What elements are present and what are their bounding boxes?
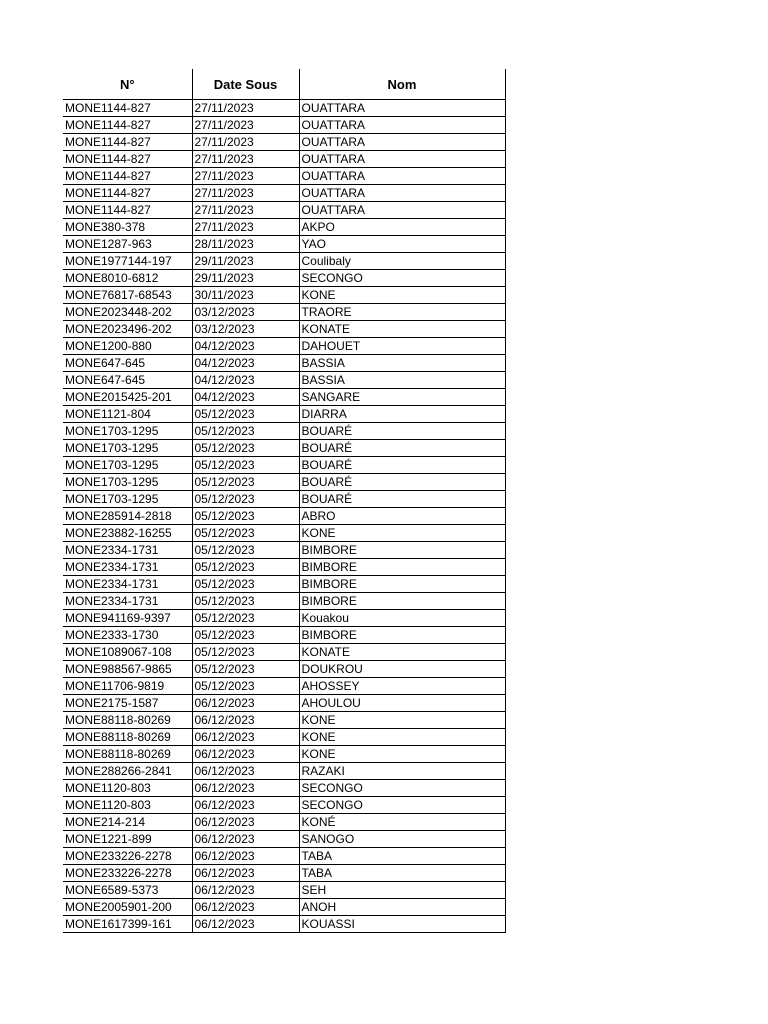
- cell-name: RAZAKI: [299, 763, 505, 780]
- cell-name: AHOULOU: [299, 695, 505, 712]
- cell-name: OUATTARA: [299, 134, 505, 151]
- table-row: [63, 372, 505, 389]
- cell-date: 04/12/2023: [192, 338, 299, 355]
- table-row: [63, 253, 505, 270]
- cell-name: OUATTARA: [299, 168, 505, 185]
- cell-date: 29/11/2023: [192, 270, 299, 287]
- cell-number: MONE1144-827: [63, 168, 192, 185]
- cell-number: MONE1703-1295: [63, 423, 192, 440]
- cell-number: MONE2334-1731: [63, 576, 192, 593]
- table-row: [63, 508, 505, 525]
- table-row: [63, 593, 505, 610]
- cell-date: 05/12/2023: [192, 610, 299, 627]
- cell-number: MONE1144-827: [63, 151, 192, 168]
- cell-number: MONE380-378: [63, 219, 192, 236]
- cell-date: 05/12/2023: [192, 576, 299, 593]
- table-row: [63, 882, 505, 899]
- cell-number: MONE88118-80269: [63, 746, 192, 763]
- table-row: [63, 644, 505, 661]
- table-row: [63, 559, 505, 576]
- cell-date: 05/12/2023: [192, 508, 299, 525]
- cell-date: 06/12/2023: [192, 780, 299, 797]
- cell-name: DIARRA: [299, 406, 505, 423]
- cell-number: MONE2334-1731: [63, 559, 192, 576]
- cell-name: BIMBORE: [299, 593, 505, 610]
- cell-date: 03/12/2023: [192, 321, 299, 338]
- cell-number: MONE6589-5373: [63, 882, 192, 899]
- cell-name: KONATE: [299, 321, 505, 338]
- cell-name: Kouakou: [299, 610, 505, 627]
- cell-name: KONE: [299, 712, 505, 729]
- cell-number: MONE1221-899: [63, 831, 192, 848]
- cell-number: MONE11706-9819: [63, 678, 192, 695]
- table-row: [63, 355, 505, 372]
- table-row: [63, 219, 505, 236]
- cell-name: SANGARE: [299, 389, 505, 406]
- cell-name: OUATTARA: [299, 117, 505, 134]
- cell-name: AKPO: [299, 219, 505, 236]
- cell-name: BASSIA: [299, 372, 505, 389]
- cell-date: 06/12/2023: [192, 831, 299, 848]
- cell-name: BIMBORE: [299, 542, 505, 559]
- table-row: [63, 780, 505, 797]
- cell-number: MONE233226-2278: [63, 865, 192, 882]
- cell-date: 27/11/2023: [192, 100, 299, 117]
- cell-date: 04/12/2023: [192, 355, 299, 372]
- cell-number: MONE1121-804: [63, 406, 192, 423]
- table-row: [63, 746, 505, 763]
- cell-number: MONE1617399-161: [63, 916, 192, 933]
- cell-name: DAHOUET: [299, 338, 505, 355]
- cell-date: 05/12/2023: [192, 627, 299, 644]
- cell-number: MONE2023496-202: [63, 321, 192, 338]
- table-body: [63, 100, 505, 933]
- cell-name: BOUARÉ: [299, 457, 505, 474]
- table-row: [63, 440, 505, 457]
- cell-name: TABA: [299, 865, 505, 882]
- table-row: [63, 542, 505, 559]
- cell-number: MONE941169-9397: [63, 610, 192, 627]
- cell-number: MONE2015425-201: [63, 389, 192, 406]
- cell-name: BOUARÉ: [299, 491, 505, 508]
- table-row: [63, 168, 505, 185]
- cell-name: TABA: [299, 848, 505, 865]
- table-row: [63, 916, 505, 933]
- cell-date: 27/11/2023: [192, 117, 299, 134]
- cell-name: OUATTARA: [299, 185, 505, 202]
- cell-name: DOUKROU: [299, 661, 505, 678]
- cell-date: 05/12/2023: [192, 491, 299, 508]
- cell-name: BOUARÉ: [299, 440, 505, 457]
- table-row: [63, 100, 505, 117]
- cell-name: AHOSSEY: [299, 678, 505, 695]
- cell-name: Coulibaly: [299, 253, 505, 270]
- cell-name: SECONGO: [299, 270, 505, 287]
- cell-number: MONE1977144-197: [63, 253, 192, 270]
- table-row: [63, 423, 505, 440]
- table-row: [63, 406, 505, 423]
- cell-date: 03/12/2023: [192, 304, 299, 321]
- cell-date: 06/12/2023: [192, 695, 299, 712]
- cell-date: 27/11/2023: [192, 168, 299, 185]
- cell-number: MONE214-214: [63, 814, 192, 831]
- cell-number: MONE76817-68543: [63, 287, 192, 304]
- cell-date: 04/12/2023: [192, 389, 299, 406]
- table-row: [63, 270, 505, 287]
- cell-date: 30/11/2023: [192, 287, 299, 304]
- subscription-table: [63, 69, 506, 933]
- cell-date: 05/12/2023: [192, 678, 299, 695]
- cell-name: KONE: [299, 287, 505, 304]
- cell-date: 05/12/2023: [192, 525, 299, 542]
- cell-date: 06/12/2023: [192, 712, 299, 729]
- table-row: [63, 610, 505, 627]
- table-row: [63, 729, 505, 746]
- cell-name: TRAORE: [299, 304, 505, 321]
- cell-name: KONATE: [299, 644, 505, 661]
- table-row: [63, 678, 505, 695]
- cell-number: MONE2005901-200: [63, 899, 192, 916]
- table-row: [63, 661, 505, 678]
- cell-number: MONE2334-1731: [63, 542, 192, 559]
- table-row: [63, 814, 505, 831]
- cell-number: MONE647-645: [63, 355, 192, 372]
- cell-date: 27/11/2023: [192, 134, 299, 151]
- table-row: [63, 151, 505, 168]
- table-row: [63, 474, 505, 491]
- cell-number: MONE1703-1295: [63, 474, 192, 491]
- cell-number: MONE233226-2278: [63, 848, 192, 865]
- cell-date: 06/12/2023: [192, 797, 299, 814]
- spreadsheet-page: [63, 69, 506, 933]
- cell-number: MONE1144-827: [63, 185, 192, 202]
- cell-name: ANOH: [299, 899, 505, 916]
- cell-name: KOUASSI: [299, 916, 505, 933]
- table-row: [63, 134, 505, 151]
- table-row: [63, 831, 505, 848]
- cell-date: 06/12/2023: [192, 848, 299, 865]
- table-row: [63, 304, 505, 321]
- table-row: [63, 491, 505, 508]
- cell-date: 05/12/2023: [192, 644, 299, 661]
- cell-name: SECONGO: [299, 797, 505, 814]
- cell-name: BIMBORE: [299, 576, 505, 593]
- table-row: [63, 627, 505, 644]
- column-header-number: N°: [63, 69, 192, 100]
- cell-name: YAO: [299, 236, 505, 253]
- table-row: [63, 117, 505, 134]
- table-row: [63, 899, 505, 916]
- cell-name: BIMBORE: [299, 627, 505, 644]
- table-row: [63, 763, 505, 780]
- column-header-name: Nom: [299, 69, 505, 100]
- cell-number: MONE285914-2818: [63, 508, 192, 525]
- cell-date: 05/12/2023: [192, 457, 299, 474]
- cell-name: OUATTARA: [299, 151, 505, 168]
- cell-number: MONE23882-16255: [63, 525, 192, 542]
- cell-date: 04/12/2023: [192, 372, 299, 389]
- cell-number: MONE2333-1730: [63, 627, 192, 644]
- cell-date: 05/12/2023: [192, 423, 299, 440]
- cell-number: MONE1144-827: [63, 202, 192, 219]
- cell-date: 05/12/2023: [192, 474, 299, 491]
- cell-number: MONE1703-1295: [63, 440, 192, 457]
- table-row: [63, 848, 505, 865]
- cell-date: 29/11/2023: [192, 253, 299, 270]
- table-row: [63, 525, 505, 542]
- cell-number: MONE647-645: [63, 372, 192, 389]
- cell-number: MONE988567-9865: [63, 661, 192, 678]
- cell-name: BOUARÉ: [299, 474, 505, 491]
- cell-date: 27/11/2023: [192, 219, 299, 236]
- table-row: [63, 236, 505, 253]
- cell-name: KONE: [299, 729, 505, 746]
- cell-number: MONE1200-880: [63, 338, 192, 355]
- cell-number: MONE2175-1587: [63, 695, 192, 712]
- table-row: [63, 287, 505, 304]
- cell-date: 05/12/2023: [192, 440, 299, 457]
- cell-name: BOUARÉ: [299, 423, 505, 440]
- cell-date: 06/12/2023: [192, 814, 299, 831]
- cell-date: 28/11/2023: [192, 236, 299, 253]
- cell-date: 06/12/2023: [192, 746, 299, 763]
- table-row: [63, 797, 505, 814]
- cell-date: 05/12/2023: [192, 542, 299, 559]
- table-row: [63, 321, 505, 338]
- cell-date: 06/12/2023: [192, 865, 299, 882]
- cell-name: SANOGO: [299, 831, 505, 848]
- cell-number: MONE88118-80269: [63, 729, 192, 746]
- cell-name: OUATTARA: [299, 100, 505, 117]
- cell-date: 05/12/2023: [192, 593, 299, 610]
- cell-date: 06/12/2023: [192, 729, 299, 746]
- table-row: [63, 338, 505, 355]
- table-row: [63, 576, 505, 593]
- table-row: [63, 457, 505, 474]
- cell-date: 05/12/2023: [192, 559, 299, 576]
- cell-name: BASSIA: [299, 355, 505, 372]
- cell-number: MONE8010-6812: [63, 270, 192, 287]
- cell-number: MONE1144-827: [63, 117, 192, 134]
- cell-number: MONE2023448-202: [63, 304, 192, 321]
- cell-number: MONE1120-803: [63, 780, 192, 797]
- table-row: [63, 712, 505, 729]
- cell-number: MONE1089067-108: [63, 644, 192, 661]
- table-row: [63, 389, 505, 406]
- cell-date: 05/12/2023: [192, 661, 299, 678]
- cell-date: 27/11/2023: [192, 151, 299, 168]
- table-row: [63, 202, 505, 219]
- cell-date: 06/12/2023: [192, 763, 299, 780]
- table-row: [63, 695, 505, 712]
- cell-name: ABRO: [299, 508, 505, 525]
- cell-number: MONE1703-1295: [63, 491, 192, 508]
- cell-date: 06/12/2023: [192, 916, 299, 933]
- cell-name: OUATTARA: [299, 202, 505, 219]
- cell-date: 05/12/2023: [192, 406, 299, 423]
- cell-date: 27/11/2023: [192, 202, 299, 219]
- cell-number: MONE1703-1295: [63, 457, 192, 474]
- cell-name: SEH: [299, 882, 505, 899]
- table-row: [63, 185, 505, 202]
- cell-name: KONE: [299, 746, 505, 763]
- column-header-date: Date Sous: [192, 69, 299, 100]
- cell-number: MONE88118-80269: [63, 712, 192, 729]
- cell-name: KONE: [299, 525, 505, 542]
- cell-date: 27/11/2023: [192, 185, 299, 202]
- cell-name: KONÉ: [299, 814, 505, 831]
- table-row: [63, 865, 505, 882]
- cell-number: MONE1120-803: [63, 797, 192, 814]
- cell-date: 06/12/2023: [192, 882, 299, 899]
- cell-number: MONE288266-2841: [63, 763, 192, 780]
- cell-date: 06/12/2023: [192, 899, 299, 916]
- cell-number: MONE1144-827: [63, 134, 192, 151]
- cell-name: BIMBORE: [299, 559, 505, 576]
- table-header-row: [63, 69, 505, 100]
- cell-number: MONE1287-963: [63, 236, 192, 253]
- cell-name: SECONGO: [299, 780, 505, 797]
- cell-number: MONE1144-827: [63, 100, 192, 117]
- cell-number: MONE2334-1731: [63, 593, 192, 610]
